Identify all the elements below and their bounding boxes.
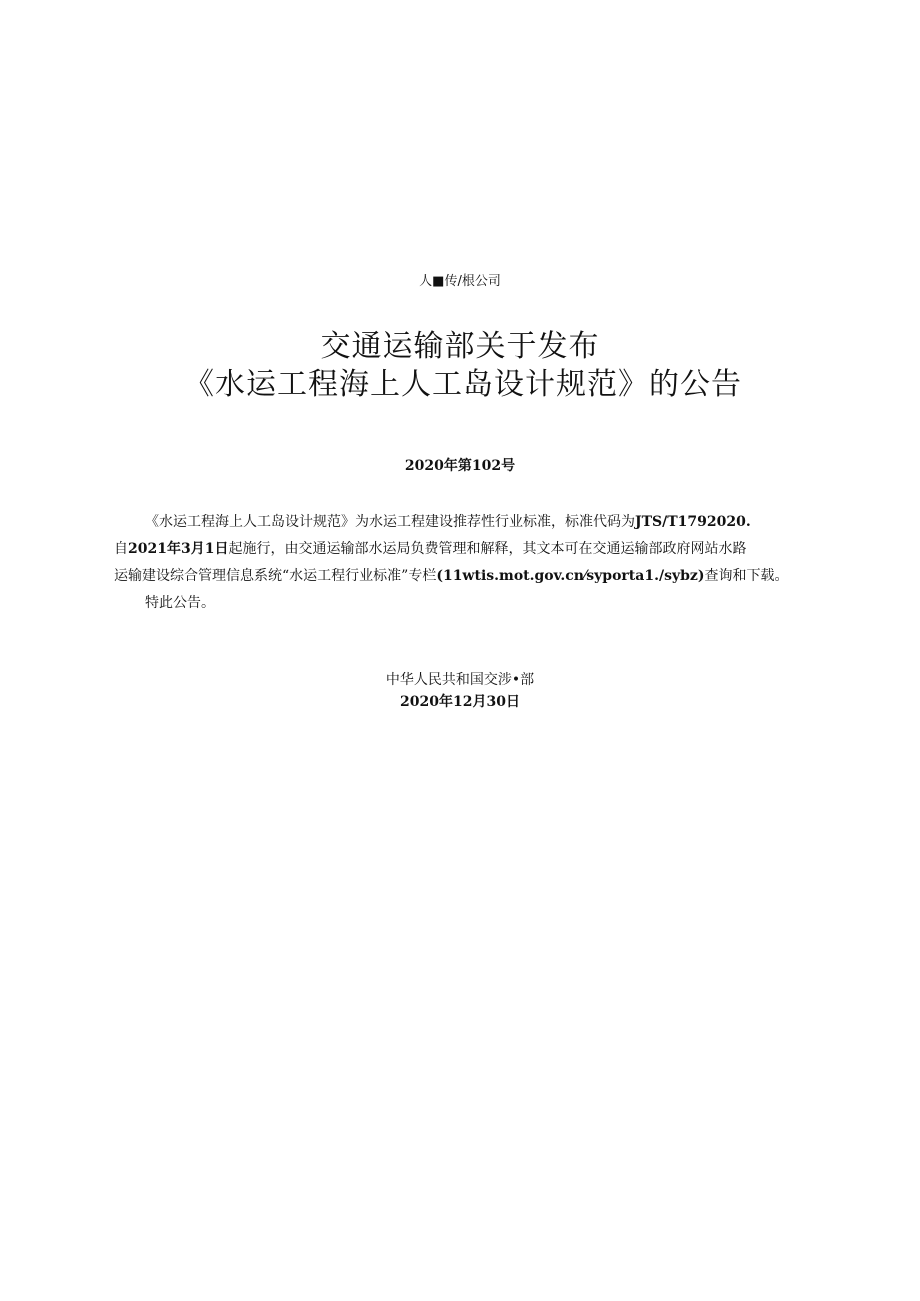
- effective-date: 2021年3月1日: [128, 541, 229, 557]
- body-text-segment: 运输建设综合管理信息系统“水运工程行业标准”专栏: [114, 568, 437, 584]
- body-line-2: [114, 536, 814, 563]
- body-line-1: [114, 509, 814, 536]
- body-text-segment: 《水运工程海上人工岛设计规范》为水运工程建设推荐性行业标准，标准代码为: [145, 514, 635, 530]
- body-text-segment: 查询和下载。: [704, 568, 789, 584]
- body-text-segment: 起施行，由交通运输部水运局负费管理和解释，其文本可在交通运输部政府网站水路: [228, 541, 747, 557]
- body-line-3: [114, 563, 814, 590]
- issue-date: 2020年12月30日: [400, 694, 520, 710]
- document-number: 2020年第102号: [404, 458, 516, 474]
- signature-block: [0, 669, 920, 713]
- closing-line: 特此公告。: [145, 595, 215, 611]
- title-line-1: 交通运输部关于发布: [320, 329, 600, 364]
- title-line-2: 《水运工程海上人工岛设计规范》的公告: [184, 367, 742, 402]
- page-title: [0, 328, 920, 404]
- announcement-body: [114, 509, 814, 617]
- download-url: (11wtis.mot.gov.cn⁄syporta1./sybz): [436, 568, 705, 584]
- standard-code: JTS/T1792020.: [635, 514, 751, 530]
- publisher-header: 人■传/根公司: [419, 274, 501, 289]
- body-text-segment: 自: [114, 541, 128, 557]
- issuing-organization: 中华人民共和国交涉•部: [385, 672, 535, 688]
